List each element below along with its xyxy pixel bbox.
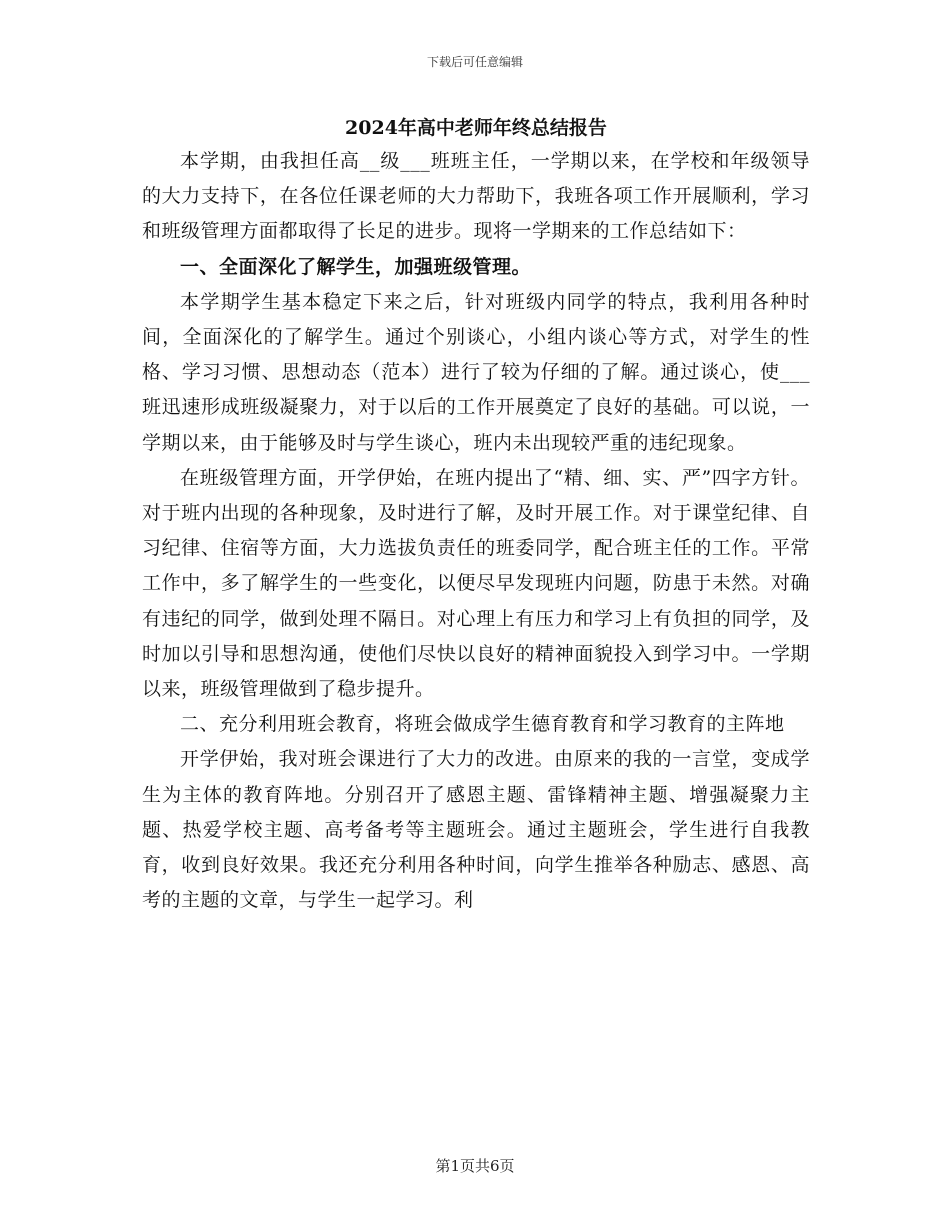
- header-note: 下载后可任意编辑: [426, 55, 523, 69]
- paragraph-section1-a: 本学期学生基本稳定下来之后，针对班级内同学的特点，我利用各种时间，全面深化的了解学生。通过个别谈心，小组内谈心等方式，对学生的性格、学习习惯、思想动态（范本）进行了较为仔细的了解。通过谈心，使___班迅速形成班级凝聚力，对于以后的工作开展奠定了良好的基础。可以说，一学期以来，由于能够及时与学生谈心，班内未出现较严重的违纪现象。: [142, 290, 810, 454]
- document-body: [142, 112, 810, 918]
- paragraph-section1-b: 在班级管理方面，开学伊始，在班内提出了“精、细、实、严”四字方针。对于班内出现的各种现象，及时进行了解，及时开展工作。对于课堂纪律、自习纪律、住宿等方面，大力选拔负责任的班委同学，配合班主任的工作。平常工作中，多了解学生的一些变化，以便尽早发现班内问题，防患于未然。对确有违纪的同学，做到处理不隔日。对心理上有压力和学习上有负担的同学，及时加以引导和思想沟通，使他们尽快以良好的精神面貌投入到学习中。一学期以来，班级管理做到了稳步提升。: [142, 466, 810, 701]
- paragraph-intro: 本学期，由我担任高__级___班班主任，一学期以来，在学校和年级领导的大力支持下，在各位任课老师的大力帮助下，我班各项工作开展顺利，学习和班级管理方面都取得了长足的进步。现将一学期来的工作总结如下：: [142, 150, 810, 243]
- section-heading-1: 一、全面深化了解学生，加强班级管理。: [180, 255, 532, 278]
- section-heading-2: 二、充分利用班会教育，将班会做成学生德育教育和学习教育的主阵地: [180, 713, 785, 736]
- document-title: 2024年高中老师年终总结报告: [345, 117, 607, 139]
- paragraph-section2-a: 开学伊始，我对班会课进行了大力的改进。由原来的我的一言堂，变成学生为主体的教育阵地。分别召开了感恩主题、雷锋精神主题、增强凝聚力主题、热爱学校主题、高考备考等主题班会。通过主题班会，学生进行自我教育，收到良好效果。我还充分利用各种时间，向学生推举各种励志、感恩、高考的主题的文章，与学生一起学习。利: [142, 748, 810, 912]
- page-number-footer: 第1页共6页: [435, 1157, 515, 1175]
